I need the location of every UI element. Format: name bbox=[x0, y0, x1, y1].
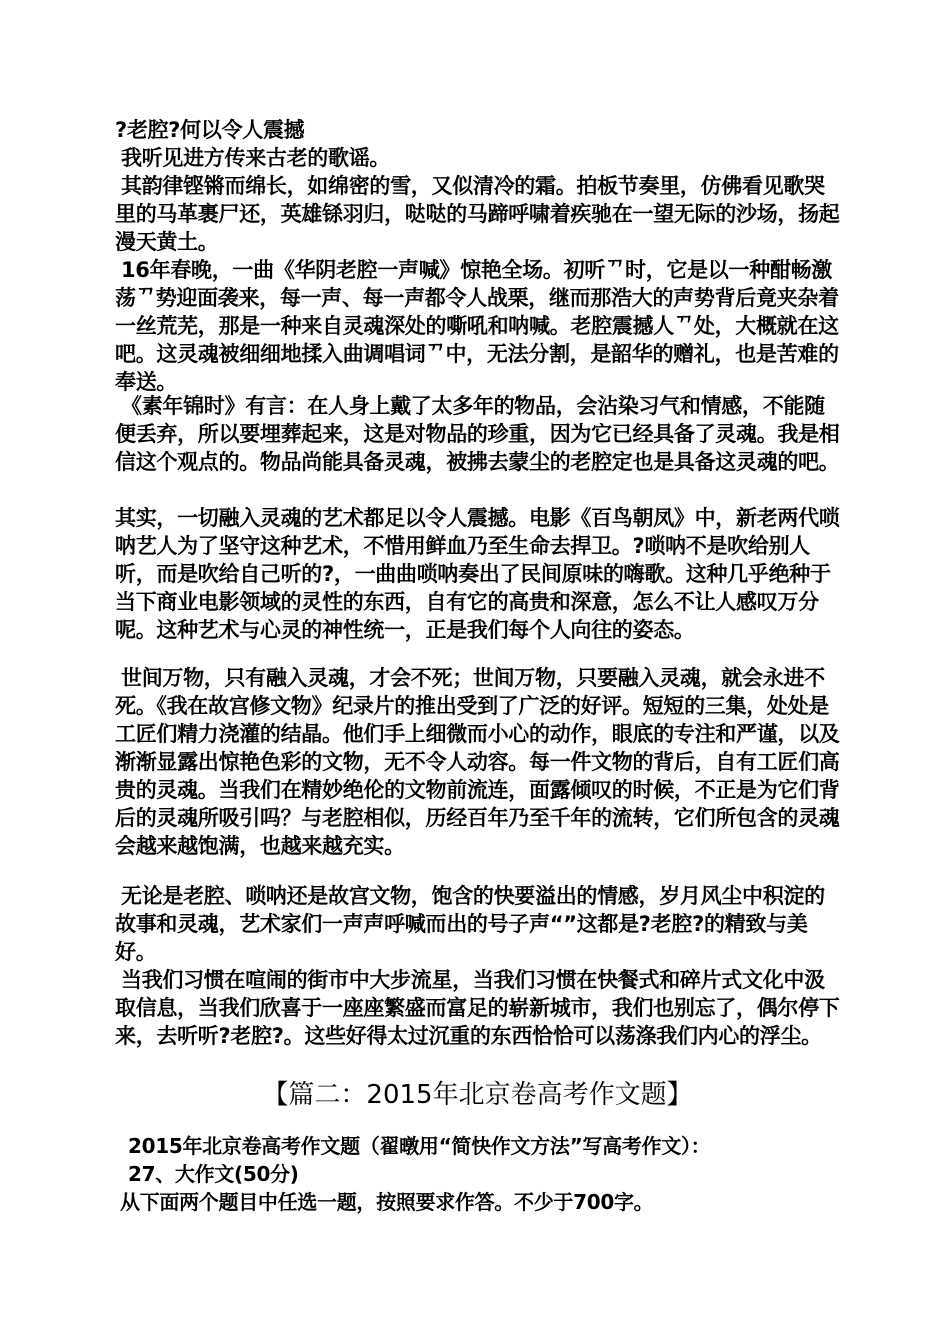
paragraph-1: 我听见进方传来古老的歌谣。 bbox=[121, 146, 391, 170]
question-instruction: 从下面两个题目中任选一题，按照要求作答。不少于700字。 bbox=[120, 1190, 654, 1214]
paragraph-2: 其韵律铿锵而绵长，如绵密的雪，又似清冷的霜。拍板节奏里，仿佛看见歌哭里的马革裹尸还，英雄铩羽归，哒哒的马蹄呼啸着疾驰在一望无际的沙场，扬起漫天黄土。 bbox=[115, 174, 840, 254]
section-heading: 【篇二：2015年北京卷高考作文题】 bbox=[262, 1080, 693, 1110]
paragraph-8: 当我们习惯在喧闹的街市中大步流星，当我们习惯在快餐式和碎片式文化中汲取信息，当我们欣喜于一座座繁盛而富足的崭新城市，我们也别忘了，偶尔停下来，去听听?老腔?。这些好得太过沉重的东西恰恰可以荡涤我们内心的浮尘。 bbox=[115, 968, 840, 1048]
paragraph-7: 无论是老腔、唢呐还是故宫文物，饱含的快要溢出的情感，岁月风尘中积淀的故事和灵魂，艺术家们一声声呼喊而出的号子声“”这都是?老腔?的精致与美好。 bbox=[115, 884, 825, 964]
paragraph-4: 《素年锦时》有言：在人身上戴了太多年的物品，会沾染习气和情感，不能随便丢弃，所以要埋葬起来，这是对物品的珍重，因为它已经具备了灵魂。我是相信这个观点的。物品尚能具备灵魂，被拂去蒙尘的老腔定也是具备这灵魂的吧。 bbox=[115, 394, 840, 474]
section-subtitle: 2015年北京卷高考作文题（翟暾用“简快作文方法”写高考作文）： bbox=[128, 1134, 711, 1158]
paragraph-6: 世间万物，只有融入灵魂，才会不死；世间万物，只要融入灵魂，就会永进不死。《我在故宫修文物》纪录片的推出受到了广泛的好评。短短的三集，处处是工匠们精力浇灌的结晶。他们手上细微而小心的动作，眼底的专注和严谨，以及渐渐显露出惊艳色彩的文物，无不令人动容。每一件文物的背后，自有工匠们高贵的灵魂。当我们在精妙绝伦的文物前流连，面露倾叹的时候，不正是为它们背后的灵魂所吸引吗？与老腔相似，历经百年乃至千年的流转，它们所包含的灵魂会越来越饱满，也越来越充实。 bbox=[115, 666, 840, 858]
question-number: 27、大作文(50分) bbox=[128, 1162, 299, 1186]
paragraph-3: 16年春晚，一曲《华阴老腔一声喊》惊艳全场。初听ᄁ时，它是以一种酣畅激荡ᄁ势迎面袭来，每一声、每一声都令人战栗，继而那浩大的声势背后竟夹杂着一丝荒芜，那是一种来自灵魂深处的嘶吼和呐喊。老腔震撼人ᄁ处，大概就在这吧。这灵魂被细细地揉入曲调唱词ᄁ中，无法分割，是韶华的赠礼，也是苦难的奉送。 bbox=[115, 258, 839, 394]
paragraph-5: 其实，一切融入灵魂的艺术都足以令人震撼。电影《百鸟朝凤》中，新老两代唢呐艺人为了坚守这种艺术，不惜用鲜血乃至生命去捍卫。?唢呐不是吹给别人听，而是吹给自己听的?，一曲曲唢呐奏出了民间原味的嗨歌。这种几乎绝种于当下商业电影领域的灵性的东西，自有它的高贵和深意，怎么不让人感叹万分呢。这种艺术与心灵的神性统一，正是我们每个人向往的姿态。 bbox=[115, 506, 840, 642]
article-title: ?老腔?何以令人震撼 bbox=[115, 118, 305, 142]
